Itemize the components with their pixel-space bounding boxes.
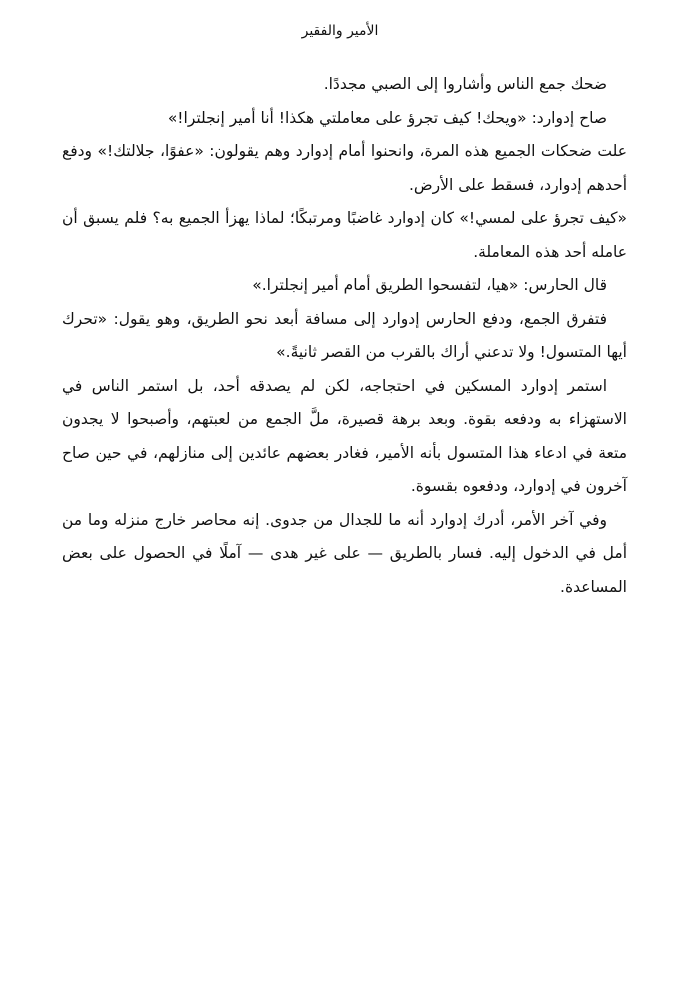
paragraph-2: صاح إدوارد: «ويحك! كيف تجرؤ على معاملتي هكذا! أنا أمير إنجلترا!» (167, 108, 607, 127)
chapter-body (62, 68, 627, 604)
paragraph-7: استمر إدوارد المسكين في احتجاجه، لكن لم يصدقه أحد، بل استمر الناس في الاستهزاء به ودفعه بقوة. وبعد برهة قصيرة، ملَّ الجمع من لعبتهم، وأصبحوا لا يجدون متعة في ادعاء هذا المتسول بأنه الأمير، فغادر بعضهم عائدين إلى منازلهم، في حين صاح آخرون في إدوارد، ودفعوه بقسوة. (62, 376, 627, 495)
paragraph-3: علت ضحكات الجميع هذه المرة، وانحنوا أمام إدوارد وهم يقولون: «عفوًا، جلالتك!» ودفع أحدهم إدوارد، فسقط على الأرض. (62, 142, 627, 194)
page-header-title: الأمير والفقير (301, 23, 379, 39)
paragraph-4: «كيف تجرؤ على لمسي!» كان إدوارد غاضبًا ومرتبكًا؛ لماذا يهزأ الجميع به؟ فلم يسبق أن عامله أحد هذه المعاملة. (62, 209, 627, 261)
paragraph-1: ضحك جمع الناس وأشاروا إلى الصبي مجددًا. (323, 75, 607, 93)
paragraph-6: فتفرق الجمع، ودفع الحارس إدوارد إلى مسافة أبعد نحو الطريق، وهو يقول: «تحرك أيها المتسول! ولا تدعني أراك بالقرب من القصر ثانيةً.» (62, 309, 627, 361)
paragraph-5: قال الحارس: «هيا، لتفسحوا الطريق أمام أمير إنجلترا.» (252, 276, 607, 294)
paragraph-8: وفي آخر الأمر، أدرك إدوارد أنه ما للجدال من جدوى. إنه محاصر خارج منزله وما من أمل في الدخول إليه. فسار بالطريق — على غير هدى — آملًا في الحصول على بعض المساعدة. (62, 510, 627, 596)
